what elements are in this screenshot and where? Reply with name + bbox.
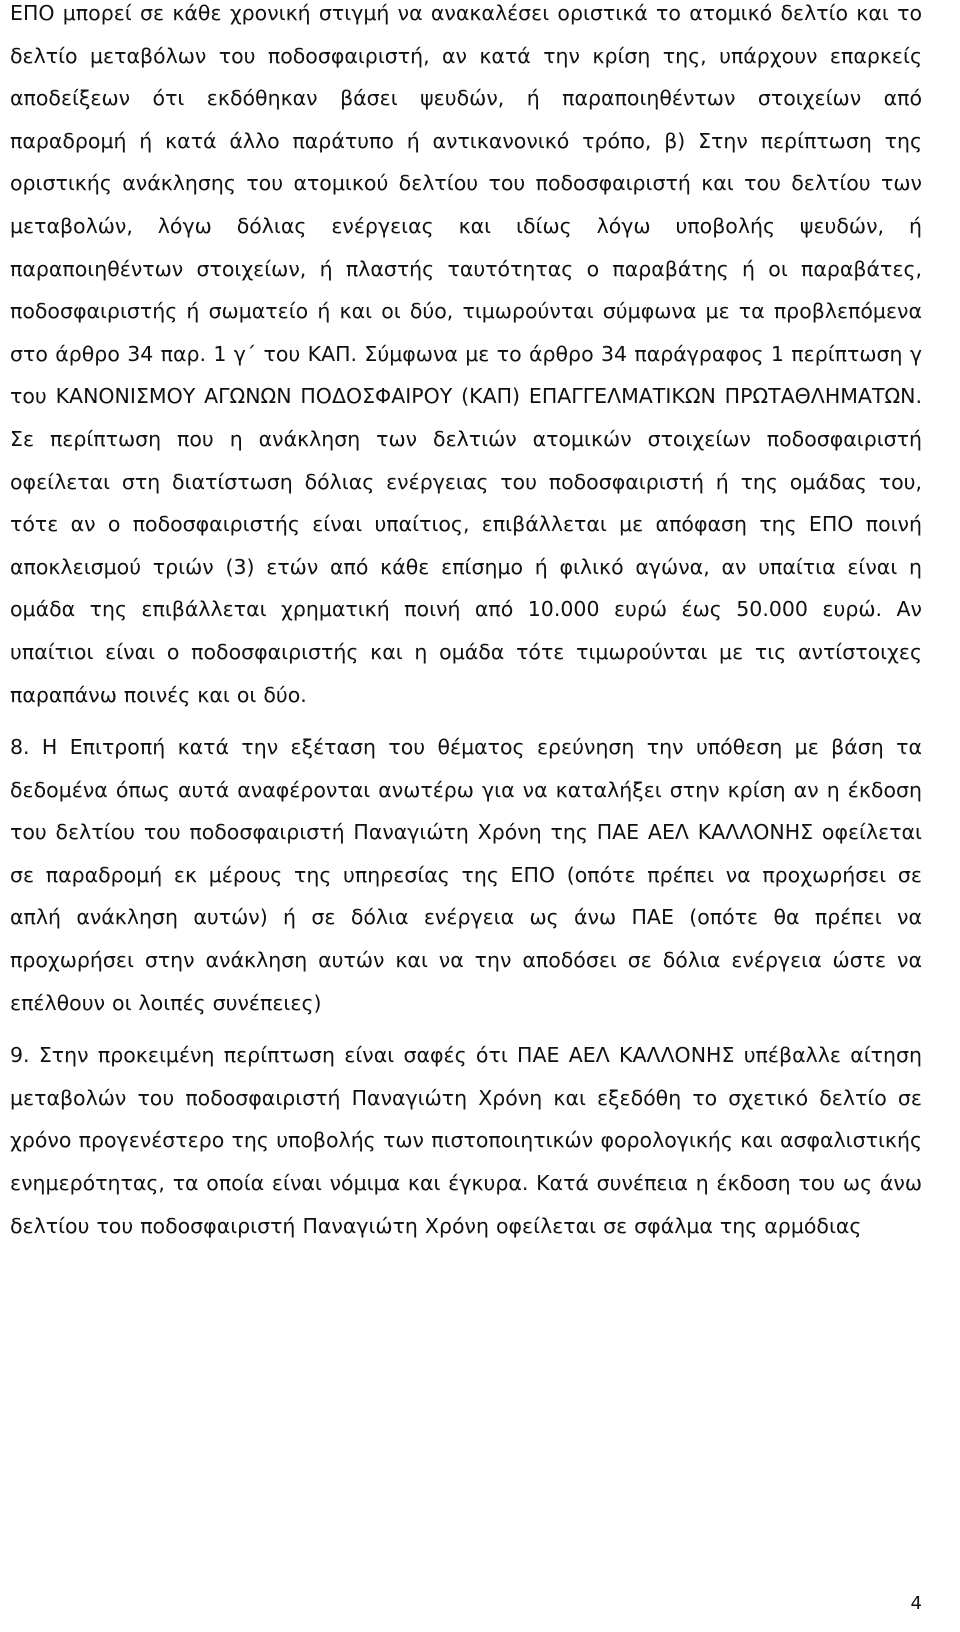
paragraph-9: 9. Στην προκειμένη περίπτωση είναι σαφές ότι ΠΑΕ ΑΕΛ ΚΑΛΛΟΝΗΣ υπέβαλλε αίτηση μεταβολών του ποδοσφαιριστή Παναγιώτη Χρόνη και εξεδόθη το σχετικό δελτίο σε χρόνο προγενέστερο της υποβολής των πιστοποιητικών φορολογικής και ασφαλιστικής ενημερότητας, τα οποία είναι νόμιμα και έγκυρα. Κατά συνέπεια η έκδοση του ως άνω δελτίου του ποδοσφαιριστή Παναγιώτη Χρόνη οφείλεται σε σφάλμα της αρμόδιας — [10, 1043, 922, 1238]
page-number: 4 — [910, 1593, 922, 1614]
paragraph-continuation: ΕΠΟ μπορεί σε κάθε χρονική στιγμή να ανακαλέσει οριστικά το ατομικό δελτίο και το δελτίο μεταβόλων του ποδοσφαιριστή, αν κατά την κρίση της, υπάρχουν επαρκείς αποδείξεων ότι εκδόθηκαν βάσει ψευδών, ή παραποιηθέντων στοιχείων από παραδρομή ή κατά άλλο παράτυπο ή αντικανονικό τρόπο, β) Στην περίπτωση της οριστικής ανάκλησης του ατομικού δελτίου του ποδοσφαιριστή και του δελτίου των μεταβολών, λόγω δόλιας ενέργειας και ιδίως λόγω υποβολής ψευδών, ή παραποιηθέντων στοιχείων, ή πλαστής ταυτότητας ο παραβάτης ή οι παραβάτες, ποδοσφαιριστής ή σωματείο ή και οι δύο, τιμωρούνται σύμφωνα με τα προβλεπόμενα στο άρθρο 34 παρ. 1 γ΄ του ΚΑΠ. Σύμφωνα με το άρθρο 34 παράγραφος 1 περίπτωση γ του ΚΑΝΟΝΙΣΜΟΥ ΑΓΩΝΩΝ ΠΟΔΟΣΦΑΙΡΟΥ (ΚΑΠ) ΕΠΑΓΓΕΛΜΑΤΙΚΩΝ ΠΡΩΤΑΘΛΗΜΑΤΩΝ. Σε περίπτωση που η ανάκληση των δελτιών ατομικών στοιχείων ποδοσφαιριστή οφείλεται στη διατίστωση δόλιας ενέργειας του ποδοσφαιριστή ή της ομάδας του, τότε αν ο ποδοσφαιριστής είναι υπαίτιος, επιβάλλεται με απόφαση της ΕΠΟ ποινή αποκλεισμού τριών (3) ετών από κάθε επίσημο ή φιλικό αγώνα, αν υπαίτια είναι η ομάδα της επιβάλλεται χρηματική ποινή από 10.000 ευρώ έως 50.000 ευρώ. Αν υπαίτιοι είναι ο ποδοσφαιριστής και η ομάδα τότε τιμωρούνται με τις αντίστοιχες παραπάνω ποινές και οι δύο. — [10, 1, 922, 707]
document-body — [10, 0, 922, 1247]
paragraph-8: 8. Η Επιτροπή κατά την εξέταση του θέματος ερεύνηση την υπόθεση με βάση τα δεδομένα όπως αυτά αναφέρονται ανωτέρω για να καταλήξει στην κρίση αν η έκδοση του δελτίου του ποδοσφαιριστή Παναγιώτη Χρόνη της ΠΑΕ ΑΕΛ ΚΑΛΛΟΝΗΣ οφείλεται σε παραδρομή εκ μέρους της υπηρεσίας της ΕΠΟ (οπότε πρέπει να προχωρήσει σε απλή ανάκληση αυτών) ή σε δόλια ενέργεια ως άνω ΠΑΕ (οπότε θα πρέπει να προχωρήσει στην ανάκληση αυτών και να την αποδόσει σε δόλια ενέργεια ώστε να επέλθουν οι λοιπές συνέπειες) — [10, 735, 922, 1015]
